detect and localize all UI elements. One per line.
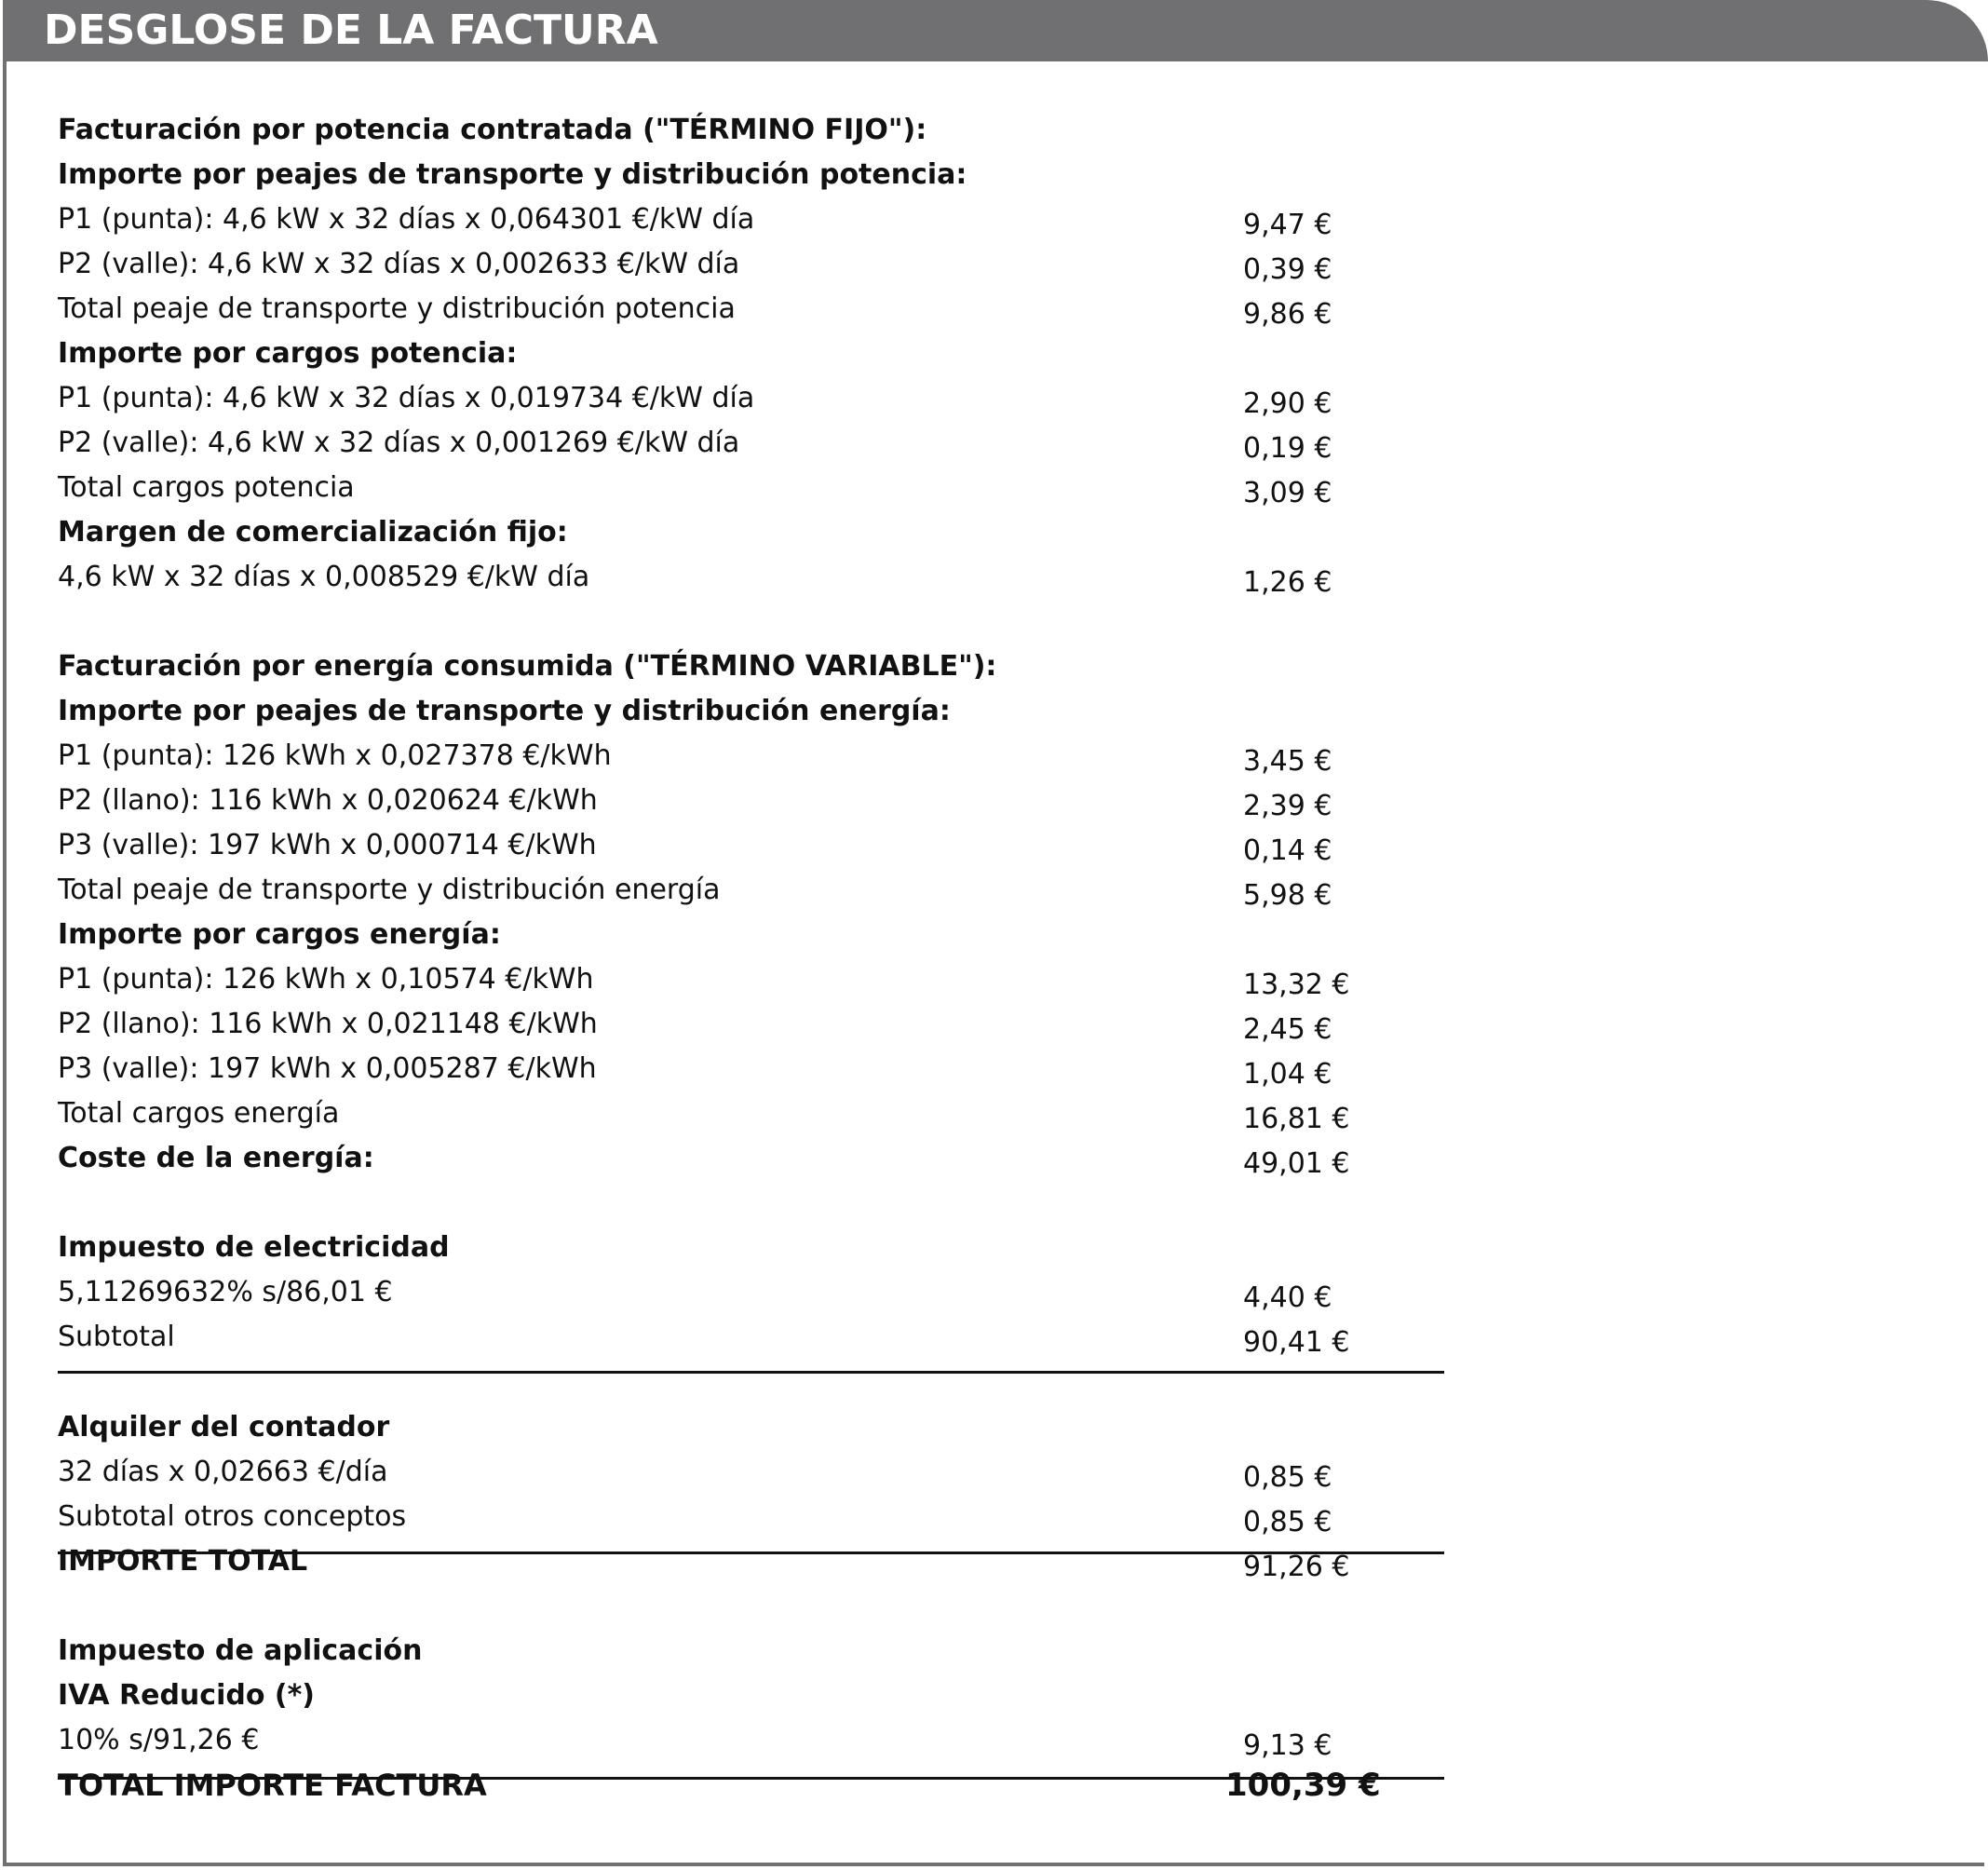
line-item-label: P3 (valle): 197 kWh x 0,000714 €/kWh: [58, 829, 597, 861]
line-item-label: Total cargos potencia: [58, 471, 355, 504]
line-item: [58, 1006, 1454, 1050]
line-item-amount: 0,39 €: [1243, 253, 1332, 286]
line-item: [58, 916, 1454, 961]
line-item-amount: 2,45 €: [1243, 1013, 1332, 1046]
line-item: [58, 782, 1454, 827]
line-item-amount: 9,86 €: [1243, 298, 1332, 331]
line-item: [58, 1409, 1454, 1454]
header-bar: [3, 0, 1988, 61]
line-item-label: Margen de comercialización fijo:: [58, 516, 568, 549]
line-item: [58, 514, 1454, 559]
line-item-label: Subtotal: [58, 1321, 175, 1353]
line-item: [58, 1095, 1454, 1140]
line-item-label: P2 (valle): 4,6 kW x 32 días x 0,001269 €/kW día: [58, 427, 740, 459]
line-item-amount: 0,19 €: [1243, 432, 1332, 465]
line-item-label: 10% s/91,26 €: [58, 1724, 260, 1756]
line-item: [58, 1274, 1454, 1319]
line-item: [58, 291, 1454, 335]
line-item-amount: 2,90 €: [1243, 387, 1332, 420]
line-item: [58, 1050, 1454, 1095]
line-item-label: IVA Reducido (*): [58, 1679, 315, 1712]
total-divider: [58, 1552, 1444, 1554]
line-item-label: P2 (valle): 4,6 kW x 32 días x 0,002633 €/kW día: [58, 248, 740, 280]
line-item-amount: 13,32 €: [1243, 969, 1350, 1001]
line-item-amount: 3,45 €: [1243, 745, 1332, 778]
line-item-label: P1 (punta): 126 kWh x 0,027378 €/kWh: [58, 739, 612, 772]
line-item-label: Importe por cargos energía:: [58, 918, 501, 951]
line-item-amount: 0,85 €: [1243, 1461, 1332, 1494]
line-item-amount: 16,81 €: [1243, 1103, 1350, 1135]
line-item: [58, 559, 1454, 603]
line-item-amount: 1,04 €: [1243, 1058, 1332, 1091]
line-item: [58, 1229, 1454, 1274]
line-item-label: P2 (llano): 116 kWh x 0,021148 €/kWh: [58, 1008, 598, 1040]
line-item-amount: 9,13 €: [1243, 1729, 1332, 1762]
line-item: [58, 872, 1454, 916]
line-item: [58, 1677, 1454, 1722]
line-item-amount: 91,26 €: [1243, 1551, 1350, 1583]
line-item: [58, 425, 1454, 469]
line-item: [58, 1633, 1454, 1677]
line-item-amount: 2,39 €: [1243, 790, 1332, 822]
invoice-total-divider: [58, 1777, 1444, 1780]
line-item-label: 5,11269632% s/86,01 €: [58, 1276, 393, 1308]
line-item-label: P2 (llano): 116 kWh x 0,020624 €/kWh: [58, 784, 598, 817]
line-item-amount: 49,01 €: [1243, 1147, 1350, 1180]
line-item: [58, 1767, 1454, 1811]
line-item-label: 4,6 kW x 32 días x 0,008529 €/kW día: [58, 561, 590, 593]
line-item: [58, 1319, 1454, 1363]
line-item-amount: 3,09 €: [1243, 477, 1332, 509]
line-item-label: P3 (valle): 197 kWh x 0,005287 €/kWh: [58, 1052, 597, 1085]
line-item: [58, 380, 1454, 425]
line-item-amount: 0,14 €: [1243, 834, 1332, 867]
line-item: [58, 1498, 1454, 1543]
line-item: [58, 1722, 1454, 1767]
line-item-label: P1 (punta): 4,6 kW x 32 días x 0,064301 €/kW día: [58, 203, 755, 236]
line-item-label: Importe por peajes de transporte y distribución energía:: [58, 695, 951, 727]
line-item-label: P1 (punta): 126 kWh x 0,10574 €/kWh: [58, 963, 594, 996]
page-title: DESGLOSE DE LA FACTURA: [44, 7, 658, 54]
line-item: [58, 201, 1454, 246]
line-item-label: Total peaje de transporte y distribución potencia: [58, 292, 736, 325]
line-item-amount: 9,47 €: [1243, 209, 1332, 241]
line-item: [58, 112, 1454, 156]
line-item: [58, 1543, 1454, 1588]
line-item-label: Total cargos energía: [58, 1097, 340, 1130]
line-item: [58, 156, 1454, 201]
line-item: [58, 335, 1454, 380]
line-item-label: Importe por cargos potencia:: [58, 337, 518, 370]
line-item-label: Subtotal otros conceptos: [58, 1500, 407, 1533]
line-item-amount: 5,98 €: [1243, 879, 1332, 912]
line-item-amount: 100,39 €: [1225, 1767, 1381, 1804]
line-item-label: Facturación por potencia contratada ("TÉRMINO FIJO"):: [58, 114, 927, 146]
line-item-amount: 4,40 €: [1243, 1281, 1332, 1314]
line-item-label: IMPORTE TOTAL: [58, 1545, 308, 1578]
line-item-label: Coste de la energía:: [58, 1142, 374, 1174]
line-item: [58, 1140, 1454, 1185]
line-item-label: Total peaje de transporte y distribución energía: [58, 874, 721, 906]
line-item: [58, 827, 1454, 872]
line-item-label: Importe por peajes de transporte y distribución potencia:: [58, 158, 967, 191]
subtotal-divider: [58, 1371, 1444, 1374]
line-item: [58, 246, 1454, 291]
line-item-label: P1 (punta): 4,6 kW x 32 días x 0,019734 €/kW día: [58, 382, 755, 414]
line-item: [58, 738, 1454, 782]
line-item-label: Facturación por energía consumida ("TÉRMINO VARIABLE"):: [58, 650, 997, 683]
line-item: [58, 1454, 1454, 1498]
line-item-amount: 0,85 €: [1243, 1506, 1332, 1538]
line-item: [58, 961, 1454, 1006]
line-item-label: Impuesto de aplicación: [58, 1634, 423, 1667]
line-item-label: TOTAL IMPORTE FACTURA: [58, 1768, 487, 1803]
line-item-label: Impuesto de electricidad: [58, 1231, 450, 1264]
line-item: [58, 693, 1454, 738]
line-item: [58, 469, 1454, 514]
line-item-label: 32 días x 0,02663 €/día: [58, 1456, 388, 1488]
line-item-label: Alquiler del contador: [58, 1411, 390, 1443]
line-item-amount: 1,26 €: [1243, 566, 1332, 599]
line-item-amount: 90,41 €: [1243, 1326, 1350, 1359]
line-item: [58, 648, 1454, 693]
